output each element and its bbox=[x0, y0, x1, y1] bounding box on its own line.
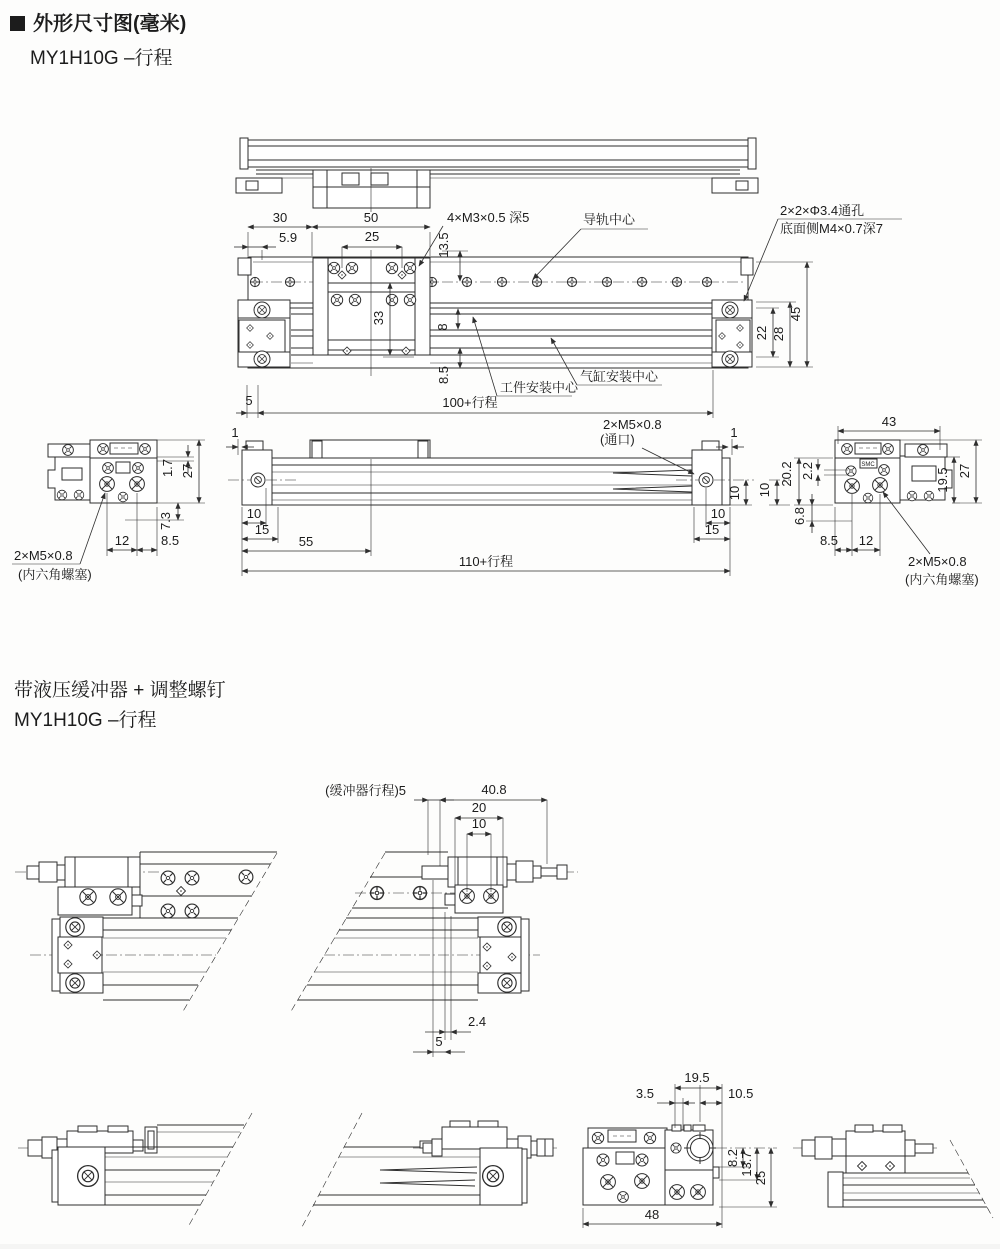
smc-logo: SMC bbox=[861, 462, 875, 468]
dim-10-right: 10 bbox=[710, 506, 726, 521]
view-side-top bbox=[236, 138, 758, 212]
dim-5-9: 5.9 bbox=[279, 230, 298, 245]
dim-25: 25 bbox=[364, 229, 380, 244]
dim-8-5-plan: 8.5 bbox=[436, 365, 451, 385]
dim-10-left: 10 bbox=[246, 506, 262, 521]
dim-20: 20 bbox=[471, 800, 487, 815]
section1-title: 外形尺寸图(毫米) bbox=[33, 13, 187, 35]
dim-13-7: 13.7 bbox=[739, 1151, 754, 1177]
dim-3-5: 3.5 bbox=[635, 1086, 654, 1101]
dim-48: 48 bbox=[644, 1207, 660, 1222]
section2-model: MY1H10G –行程 bbox=[14, 710, 157, 731]
dim-10-endview: 10 bbox=[757, 482, 772, 498]
dim-cushion-stroke: (缓冲器行程)5 bbox=[325, 783, 406, 798]
dim-8-2: 8.2 bbox=[725, 1148, 740, 1168]
right-end-block bbox=[712, 300, 752, 367]
dim-40-8: 40.8 bbox=[481, 782, 507, 797]
view-plan-top bbox=[238, 250, 753, 376]
dim-15-right: 15 bbox=[704, 522, 720, 537]
dim-5: 5 bbox=[245, 393, 253, 408]
view-front bbox=[228, 440, 754, 505]
dim-45: 45 bbox=[788, 306, 803, 322]
dim-12-right: 12 bbox=[858, 533, 874, 548]
dim-8-5-right: 8.5 bbox=[819, 533, 839, 548]
label-through-hole: 2×2×Φ3.4通孔 bbox=[780, 203, 865, 218]
dim-1-right: 1 bbox=[730, 425, 738, 440]
view-end-left bbox=[48, 440, 157, 503]
dim-10-5: 10.5 bbox=[728, 1086, 754, 1101]
dim-43: 43 bbox=[881, 414, 897, 429]
left-end-block bbox=[238, 300, 290, 367]
label-bottom-tap: 底面侧M4×0.7深7 bbox=[780, 221, 883, 236]
dim-27-left: 27 bbox=[180, 463, 195, 479]
dim-6-8: 6.8 bbox=[792, 506, 807, 526]
view-cushion-end-detail bbox=[583, 1085, 719, 1205]
dim-5-cushion: 5 bbox=[435, 1034, 443, 1049]
dim-13-5: 13.5 bbox=[436, 232, 451, 258]
dim-28: 28 bbox=[771, 326, 786, 342]
label-cyl-center: 气缸安装中心 bbox=[580, 369, 659, 384]
dim-10-vert: 10 bbox=[727, 485, 742, 501]
dim-19-5-detail: 19.5 bbox=[684, 1070, 710, 1085]
dim-15-left: 15 bbox=[254, 522, 270, 537]
dim-27-right: 27 bbox=[957, 463, 972, 479]
dim-25: 25 bbox=[753, 1170, 768, 1186]
label-plug-right-sub: (内六角螺塞) bbox=[905, 572, 979, 587]
view-cushion-side-middle bbox=[302, 1113, 560, 1227]
dim-2-4: 2.4 bbox=[468, 1014, 487, 1029]
dim-10-cushion: 10 bbox=[471, 816, 487, 831]
dim-1-left: 1 bbox=[231, 425, 239, 440]
dim-1-7: 1.7 bbox=[160, 458, 175, 478]
view-cushion-plan-left bbox=[15, 852, 277, 1013]
dim-2-2: 2.2 bbox=[800, 461, 815, 481]
section2-title: 带液压缓冲器 + 调整螺钉 bbox=[14, 680, 226, 701]
section-marker bbox=[10, 16, 25, 31]
label-plug-left-sub: (内六角螺塞) bbox=[18, 567, 92, 582]
section1-model: MY1H10G –行程 bbox=[30, 48, 173, 69]
dim-55: 55 bbox=[298, 534, 314, 549]
view-cushion-side-right bbox=[793, 1125, 993, 1218]
dim-12-left: 12 bbox=[114, 533, 130, 548]
label-m3-tap: 4×M3×0.5 深5 bbox=[447, 210, 530, 225]
dim-7-3: 7.3 bbox=[158, 511, 173, 531]
label-plug-left: 2×M5×0.8 bbox=[14, 548, 73, 563]
dim-8: 8 bbox=[435, 323, 450, 331]
dim-30: 30 bbox=[272, 210, 288, 225]
dim-22: 22 bbox=[754, 325, 769, 341]
label-work-center: 工件安装中心 bbox=[500, 380, 579, 395]
label-port-sub: (通口) bbox=[600, 432, 635, 447]
dim-19-5-right: 19.5 bbox=[935, 467, 950, 493]
view-cushion-side-left bbox=[18, 1113, 252, 1227]
dim-8-5-left: 8.5 bbox=[161, 533, 180, 548]
dim-20-2: 20.2 bbox=[779, 461, 794, 487]
dim-110-stroke: 110+行程 bbox=[458, 554, 514, 569]
view-cushion-plan-right bbox=[290, 852, 578, 1013]
dim-100-stroke: 100+行程 bbox=[442, 395, 498, 410]
label-port: 2×M5×0.8 bbox=[603, 417, 662, 432]
dim-50: 50 bbox=[363, 210, 379, 225]
dim-33: 33 bbox=[371, 310, 386, 326]
label-rail-center: 导轨中心 bbox=[583, 212, 636, 227]
label-plug-right: 2×M5×0.8 bbox=[908, 554, 967, 569]
